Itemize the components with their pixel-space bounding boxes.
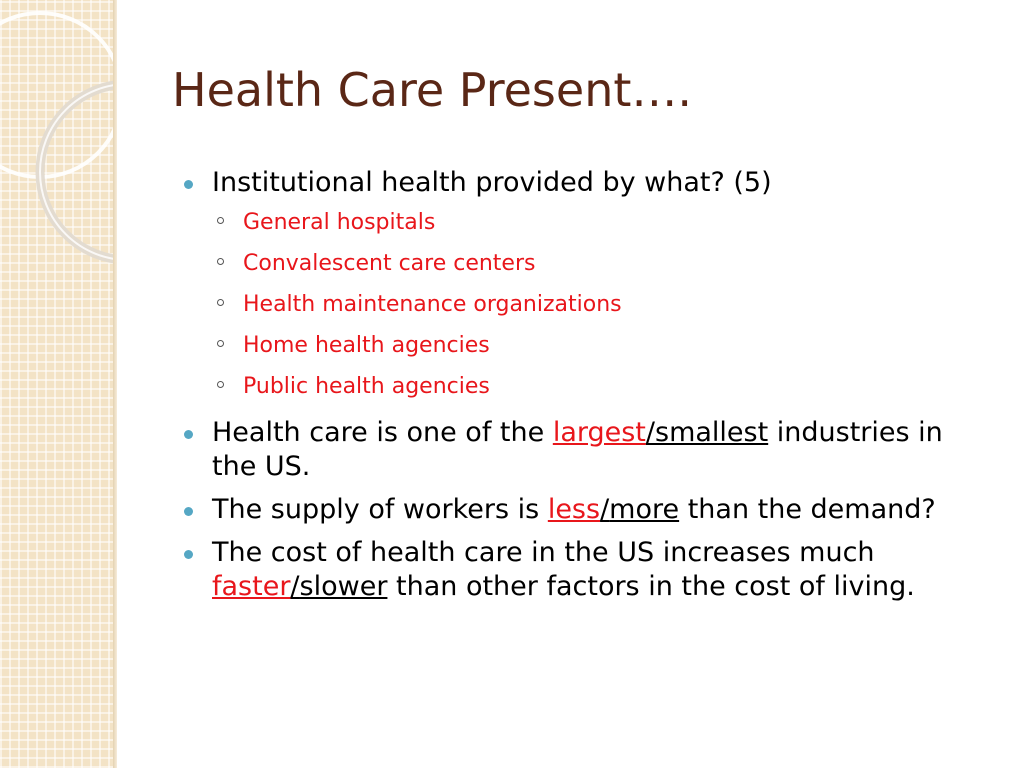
- sub-item: [212, 284, 984, 325]
- bullet-dot-icon: [184, 550, 193, 559]
- option-separator: /: [645, 417, 655, 448]
- bullet-item-cost-growth: [184, 536, 984, 604]
- bullet-text: The cost of health care in the US increases much: [212, 537, 875, 568]
- sub-item-text: General hospitals: [243, 210, 436, 235]
- alternative-option-more: more: [609, 494, 680, 525]
- sub-item-text: Health maintenance organizations: [243, 292, 622, 317]
- sub-item: [212, 243, 984, 284]
- sub-item-text: Public health agencies: [243, 374, 490, 399]
- bullet-text: than other factors in the cost of living.: [387, 571, 915, 602]
- decorative-ring-gray: [40, 84, 113, 260]
- answer-option-less: less: [547, 494, 601, 525]
- bullet-item-worker-supply: [184, 493, 984, 527]
- sub-item-text: Home health agencies: [243, 333, 490, 358]
- answer-option-faster: faster: [212, 571, 291, 602]
- answer-option-largest: largest: [552, 417, 646, 448]
- alternative-option-slower: slower: [299, 571, 388, 602]
- bullet-text: Health care is one of the: [212, 417, 553, 448]
- slide-title: Health Care Present….: [172, 63, 693, 117]
- sub-item: [212, 325, 984, 366]
- bullet-text: than the demand?: [679, 494, 936, 525]
- slide-content: [184, 166, 984, 613]
- option-separator: /: [290, 571, 300, 602]
- alternative-option-smallest: smallest: [655, 417, 769, 448]
- bullet-text: The supply of workers is: [212, 494, 548, 525]
- bullet-item-institutional: [184, 166, 984, 407]
- sub-list: [212, 202, 984, 407]
- sub-item: [212, 202, 984, 243]
- decorative-circle-large: [0, 13, 113, 177]
- bullet-text: industries in the US.: [212, 417, 943, 482]
- bullet-item-industry-size: [184, 416, 984, 484]
- ring-bullet-icon: [217, 340, 224, 347]
- sub-item: [212, 366, 984, 407]
- sub-item-text: Convalescent care centers: [243, 251, 536, 276]
- bullet-dot-icon: [184, 507, 193, 516]
- ring-bullet-icon: [217, 258, 224, 265]
- bullet-text: Institutional health provided by what? (5): [212, 167, 772, 198]
- bullet-dot-icon: [184, 430, 193, 439]
- bullet-dot-icon: [184, 180, 193, 189]
- decorative-circles: [0, 0, 113, 768]
- side-panel-edge: [113, 0, 117, 768]
- ring-bullet-icon: [217, 217, 224, 224]
- ring-bullet-icon: [217, 299, 224, 306]
- decorative-ring-highlight: [40, 84, 113, 260]
- ring-bullet-icon: [217, 381, 224, 388]
- decorative-side-panel: [0, 0, 113, 768]
- option-separator: /: [600, 494, 610, 525]
